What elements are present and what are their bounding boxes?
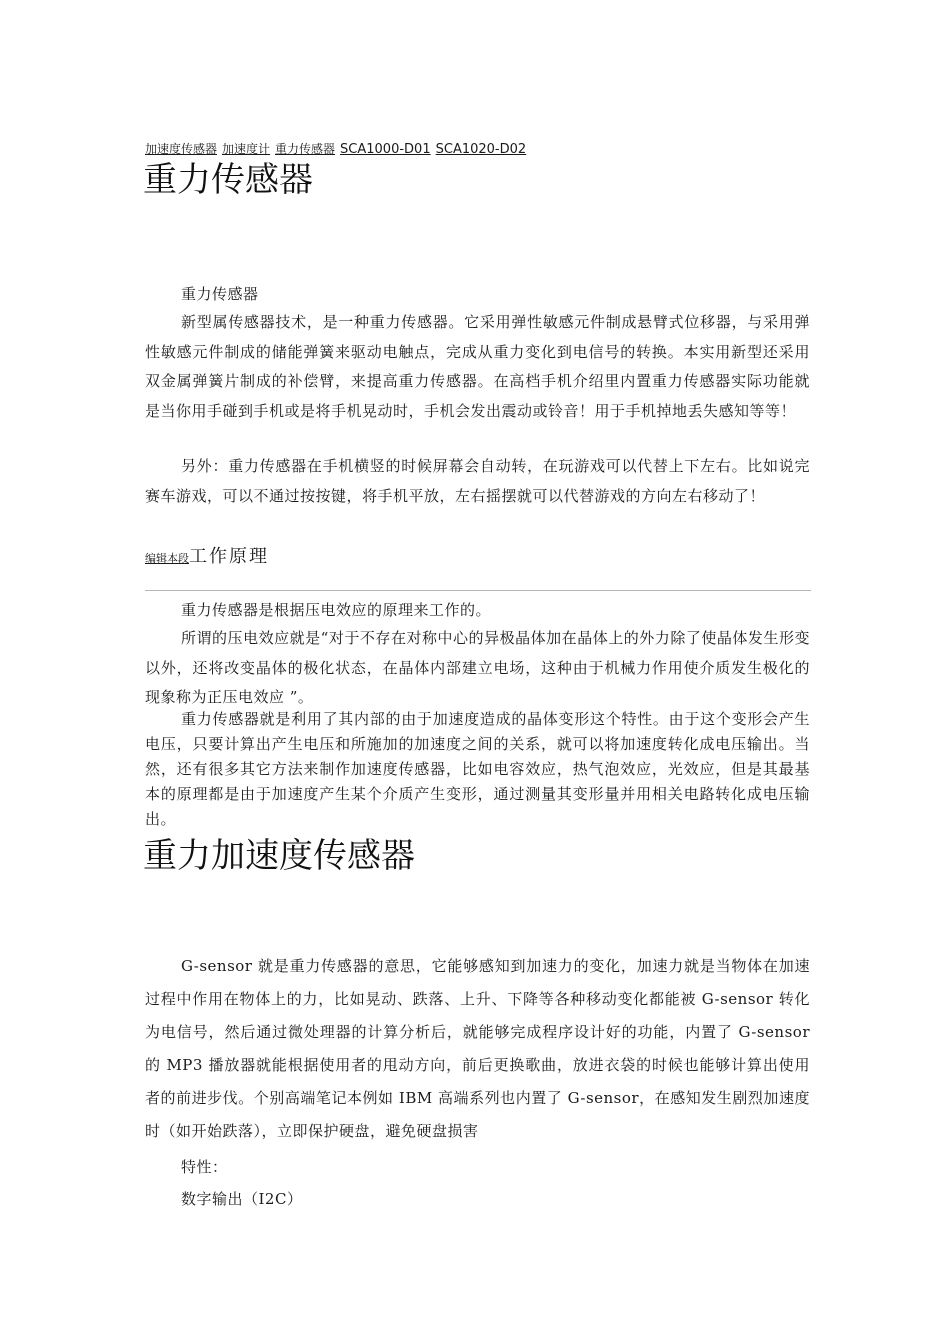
tag-link[interactable]: SCA1020-D02 [435, 142, 527, 157]
section-title-large: 重力加速度传感器 [143, 836, 415, 876]
paragraph: G-sensor 就是重力传感器的意思，它能够感知到加速力的变化，加速力就是当物体在加速过程中作用在物体上的力，比如晃动、跌落、上升、下降等各种移动变化都能被 G-sensor 转化为电信号，然后通过微处理器的计算分析后，就能够完成程序设计好的功能，内置了 G-sensor 的 MP3 播放器就能根据使用者的甩动方向，前后更换歌曲，放进衣袋的时候也能够计算出使用者的前进步伐。个别高端笔记本例如 IBM 高端系列也内置了 G-sensor，在感知发生剧烈加速度时（如开始跌落），立即保护硬盘，避免硬盘损害 [145, 957, 810, 1140]
tag-link[interactable]: 加速度计 [222, 142, 271, 156]
edit-section-link[interactable]: 编辑本段 [145, 552, 189, 565]
paragraph: 另外：重力传感器在手机横竖的时候屏幕会自动转，在玩游戏可以代替上下左右。比如说完赛车游戏，可以不通过按按键，将手机平放，左右摇摆就可以代替游戏的方向左右移动了！ [145, 457, 810, 505]
section-divider [145, 590, 811, 591]
paragraph: 重力传感器就是利用了其内部的由于加速度造成的晶体变形这个特性。由于这个变形会产生电压，只要计算出产生电压和所施加的加速度之间的关系，就可以将加速度转化成电压输出。当然，还有很多其它方法来制作加速度传感器，比如电容效应，热气泡效应，光效应，但是其最基本的原理都是由于加速度产生某个介质产生变形，通过测量其变形量并用相关电路转化成电压输出。 [145, 710, 810, 828]
paragraph: 所谓的压电效应就是“对于不存在对称中心的异极晶体加在晶体上的外力除了使晶体发生形变以外，还将改变晶体的极化状态，在晶体内部建立电场，这种由于机械力作用使介质发生极化的现象称为正压电效应 ”。 [145, 629, 810, 706]
paragraph: 特性： [181, 1158, 228, 1176]
tag-links [145, 141, 531, 158]
section-title: 工作原理 [189, 546, 269, 567]
tag-link[interactable]: 加速度传感器 [145, 142, 218, 156]
tag-link[interactable]: 重力传感器 [275, 142, 336, 156]
section-heading [145, 542, 269, 568]
tag-link[interactable]: SCA1000-D01 [340, 142, 431, 157]
paragraph: 重力传感器是根据压电效应的原理来工作的。 [181, 601, 492, 619]
paragraph: 重力传感器 [181, 285, 259, 303]
paragraph: 数字输出（I2C） [181, 1190, 303, 1208]
paragraph: 新型属传感器技术，是一种重力传感器。它采用弹性敏感元件制成悬臂式位移器，与采用弹性敏感元件制成的储能弹簧来驱动电触点，完成从重力变化到电信号的转换。本实用新型还采用双金属弹簧片制成的补偿臂，来提高重力传感器。在高档手机介绍里内置重力传感器实际功能就是当你用手碰到手机或是将手机晃动时，手机会发出震动或铃音！用于手机掉地丢失感知等等！ [145, 313, 810, 420]
page-title: 重力传感器 [143, 160, 313, 200]
